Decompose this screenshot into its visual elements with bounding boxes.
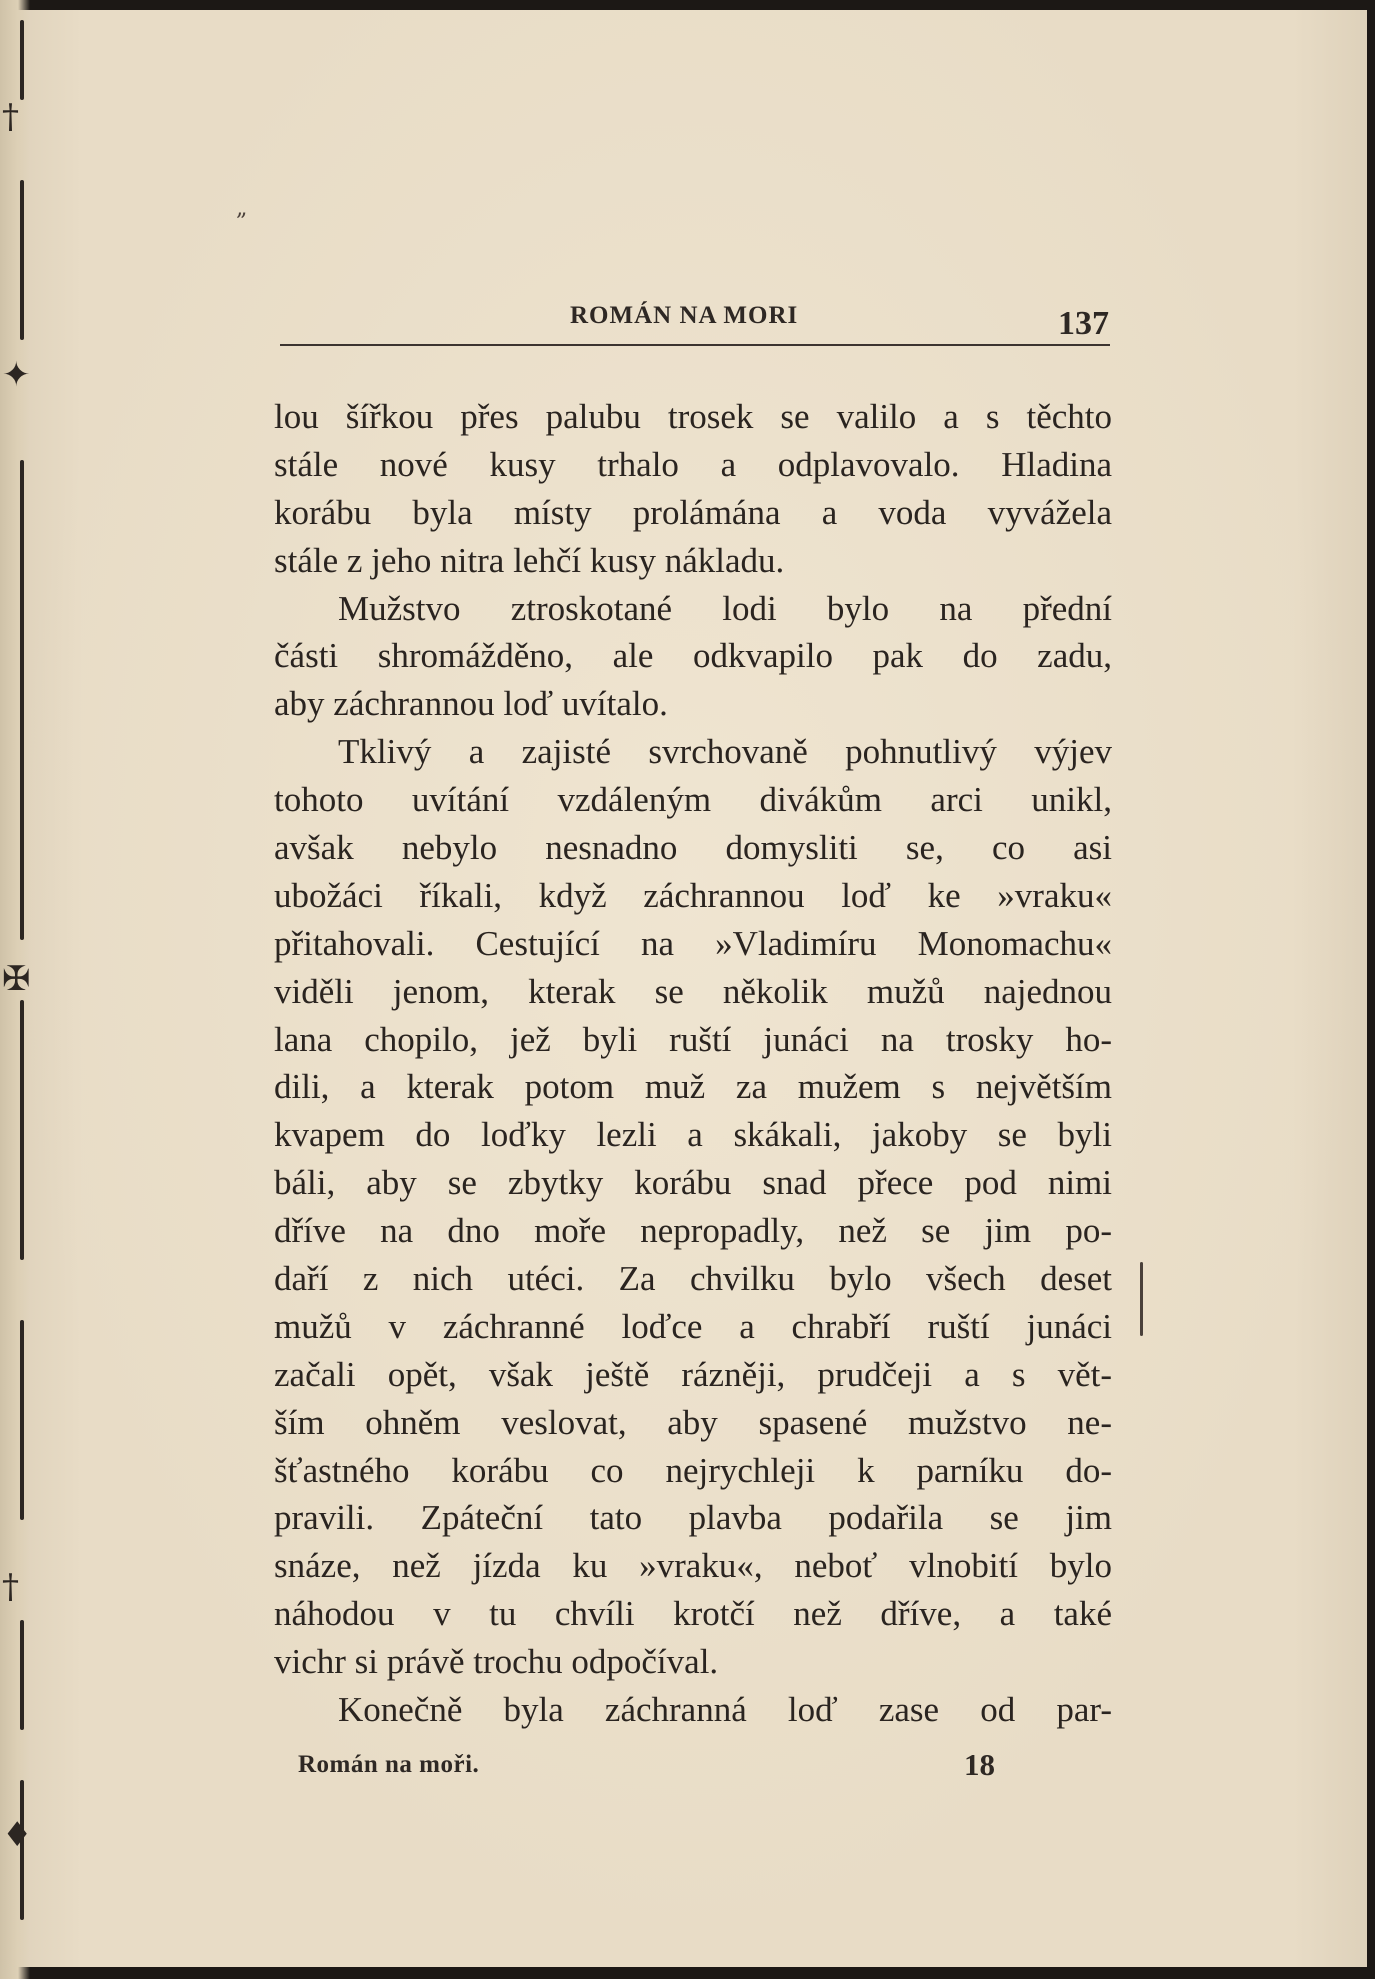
text-line: stále z jeho nitra lehčí kusy nákladu. (274, 540, 785, 580)
text-line: dříve na dno moře nepropadly, než se jim po- (274, 1211, 1112, 1251)
binding-stitch-icon: ♦ (2, 1815, 33, 1855)
scan-edge-bottom (0, 1967, 1375, 1979)
running-head-title: ROMÁN NA MORI (570, 302, 799, 329)
text-line: avšak nebylo nesnadno domysliti se, co asi (274, 828, 1112, 868)
text-line: přitahovali. Cestující na »Vladimíru Monomachu« (274, 923, 1112, 963)
page-number: 137 (1058, 305, 1109, 342)
text-line: korábu byla místy prolámána a voda vyvážela (274, 492, 1112, 532)
scan-edge-right (1367, 0, 1375, 1979)
text-line: lana chopilo, jež byli ruští junáci na trosky ho- (274, 1019, 1112, 1059)
text-line: Konečně byla záchranná loď zase od par- (338, 1690, 1112, 1730)
binding-thread-line (20, 1320, 24, 1520)
binding-thread-line (20, 460, 24, 940)
stray-ink-mark: „ (236, 196, 248, 221)
body-text (274, 393, 1112, 1734)
text-line: tohoto uvítání vzdáleným divákům arci unikl, (274, 780, 1112, 820)
running-head (280, 292, 1110, 352)
text-line: viděli jenom, kterak se několik mužů najednou (274, 971, 1112, 1011)
text-line: daří z nich utéci. Za chvilku bylo všech deset (274, 1259, 1112, 1299)
scan-edge-top (0, 0, 1375, 10)
text-line: aby záchrannou loď uvítalo. (274, 684, 668, 724)
binding-thread-line (20, 180, 24, 340)
footer-book-title: Román na moři. (298, 1751, 480, 1778)
text-line: stále nové kusy trhalo a odplavovalo. Hladina (274, 444, 1112, 484)
text-line: ubožáci říkali, když záchrannou loď ke »vraku« (274, 875, 1112, 915)
binding-thread-line (20, 1000, 24, 1260)
text-line: snáze, než jízda ku »vraku«, neboť vlnobití bylo (274, 1546, 1112, 1586)
binding-thread-line (20, 20, 24, 100)
text-line: vichr si právě trochu odpočíval. (274, 1642, 719, 1682)
binding-stitch-icon: ✠ (2, 959, 31, 999)
signature-mark: 18 (964, 1747, 995, 1782)
binding-thread-line (20, 1620, 24, 1730)
text-line: Mužstvo ztroskotané lodi bylo na přední (338, 588, 1112, 628)
page-footer (298, 1747, 1018, 1791)
text-line: kvapem do loďky lezli a skákali, jakoby se byli (274, 1115, 1112, 1155)
text-line: šťastného korábu co nejrychleji k parníku do- (274, 1450, 1112, 1490)
text-line: části shromážděno, ale odkvapilo pak do zadu, (274, 636, 1112, 676)
binding-stitch-icon: † (2, 1567, 19, 1607)
text-line: pravili. Zpáteční tato plavba podařila se jim (274, 1498, 1112, 1538)
text-line: mužů v záchranné loďce a chrabří ruští junáci (274, 1306, 1112, 1346)
text-line: lou šířkou přes palubu trosek se valilo a s těchto (274, 397, 1112, 436)
text-line: náhodou v tu chvíli krotčí než dříve, a také (274, 1594, 1112, 1634)
binding-gutter (0, 0, 33, 1979)
text-line: dili, a kterak potom muž za mužem s největším (274, 1067, 1112, 1107)
binding-stitch-icon: † (2, 97, 19, 137)
text-line: ším ohněm veslovat, aby spasené mužstvo ne- (274, 1402, 1112, 1442)
text-line: Tklivý a zajisté svrchovaně pohnutlivý výjev (338, 732, 1112, 772)
text-line: začali opět, však ještě rázněji, prudčeji a s vět- (274, 1354, 1112, 1394)
header-rule (280, 344, 1110, 346)
binding-stitch-icon: ✦ (2, 355, 31, 395)
text-line: báli, aby se zbytky korábu snad přece pod nimi (274, 1163, 1112, 1203)
margin-bracket-mark (1140, 1262, 1143, 1336)
